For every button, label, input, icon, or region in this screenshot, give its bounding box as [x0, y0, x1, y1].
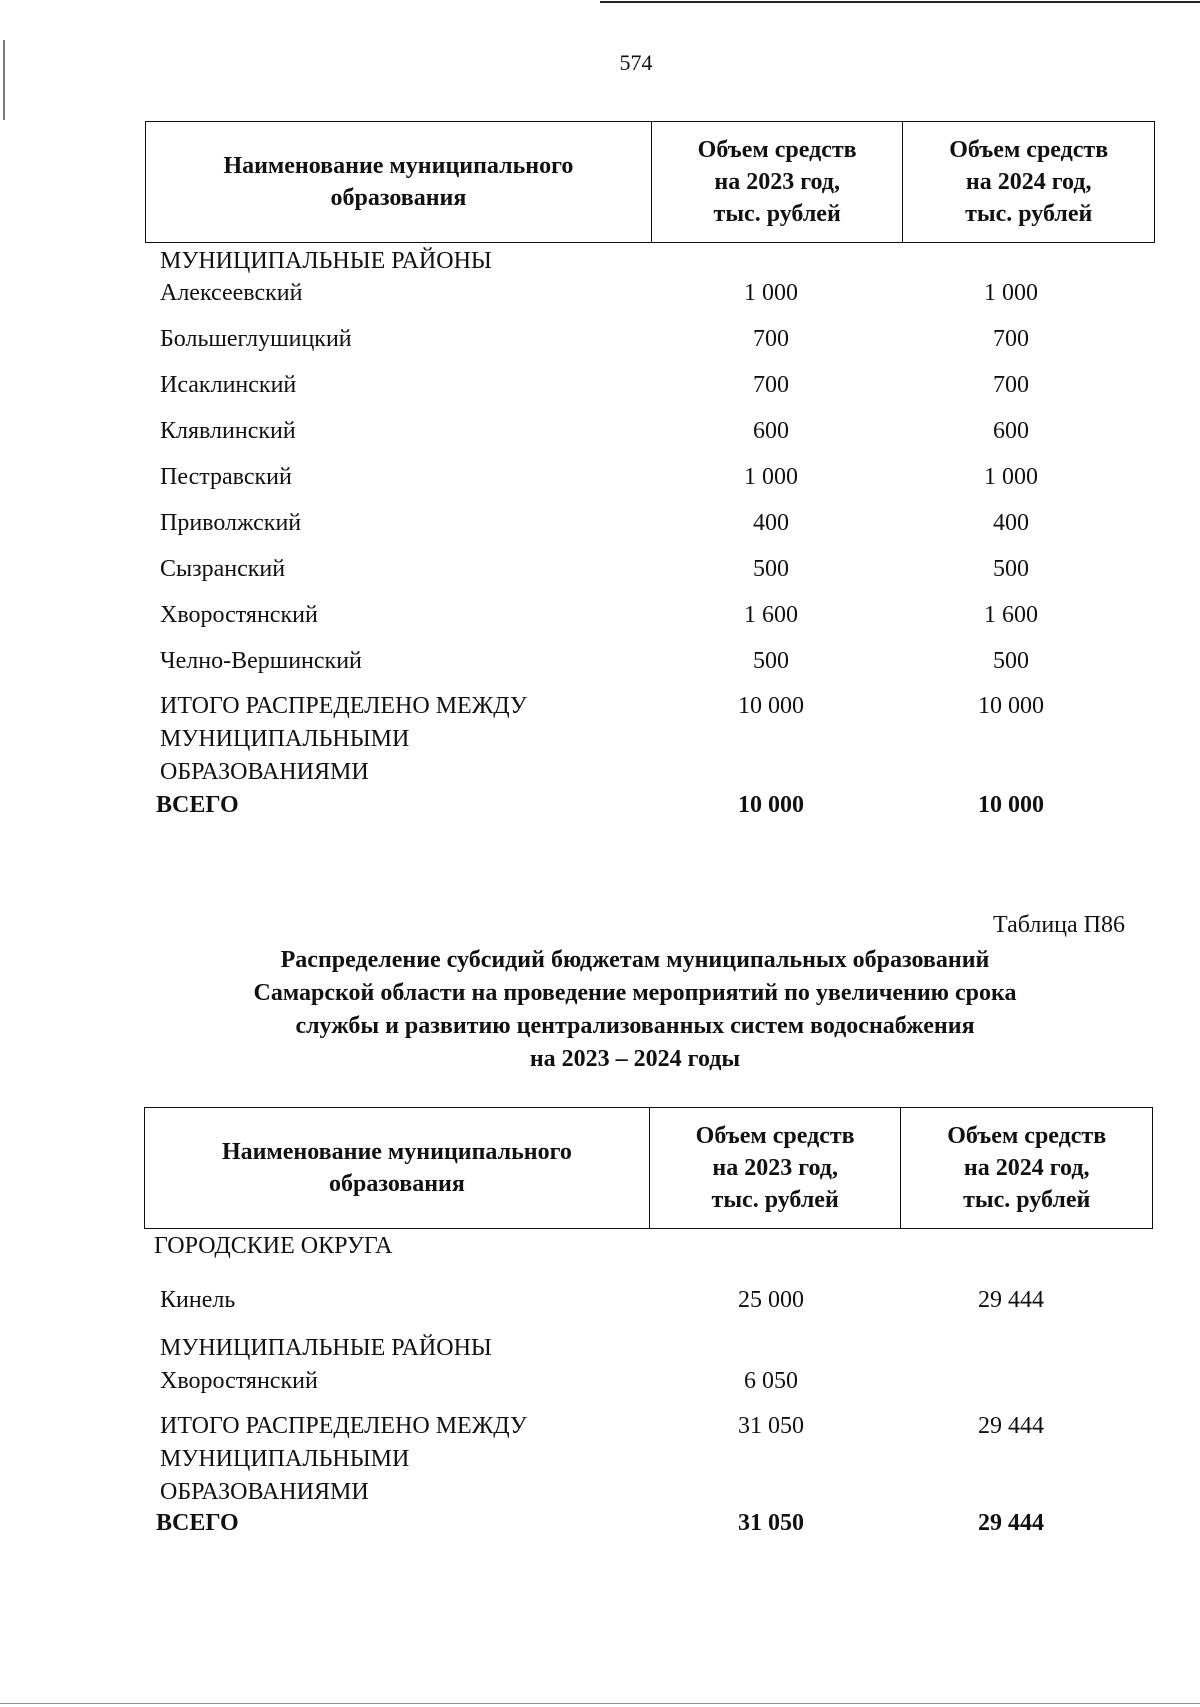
- table2-header: [144, 1107, 1153, 1229]
- table2-grand-label: ВСЕГО: [156, 1510, 239, 1536]
- table1-header-2023: Объем средств на 2023 год, тыс. рублей: [651, 122, 903, 242]
- table1-total-2023: 10 000: [738, 693, 804, 719]
- table2-total-label-line: ИТОГО РАСПРЕДЕЛЕНО МЕЖДУ: [160, 1413, 527, 1439]
- table1-total-2024: 10 000: [978, 693, 1044, 719]
- scan-edge-bottom: [0, 1703, 1200, 1704]
- table2-total-2023: 31 050: [738, 1413, 804, 1439]
- table1-total-label-line: МУНИЦИПАЛЬНЫМИ: [160, 726, 410, 752]
- table1-grand-label: ВСЕГО: [156, 792, 239, 818]
- table1-header: [145, 121, 1155, 243]
- table1-header-name: Наименование муниципального образования: [223, 153, 574, 211]
- table2-title-line: службы и развитию централизованных систем водоснабжения: [295, 1013, 975, 1039]
- table2-header-2024: Объем средств на 2024 год, тыс. рублей: [900, 1108, 1152, 1228]
- table2-total-2024: 29 444: [978, 1413, 1044, 1439]
- table2-title-line: на 2023 – 2024 годы: [529, 1046, 741, 1072]
- table2-grand-2024: 29 444: [978, 1510, 1044, 1536]
- table2-title-line: Распределение субсидий бюджетам муниципальных образований: [280, 947, 990, 973]
- table2-title-line: Самарской области на проведение мероприятий по увеличению срока: [253, 980, 1017, 1006]
- table2-header-name: Наименование муниципального образования: [221, 1139, 572, 1197]
- table2-total-label-line: МУНИЦИПАЛЬНЫМИ: [160, 1446, 410, 1472]
- table2-total-label-line: ОБРАЗОВАНИЯМИ: [160, 1479, 369, 1505]
- table2-header-2023: Объем средств на 2023 год, тыс. рублей: [649, 1108, 901, 1228]
- table1-grand-2024: 10 000: [978, 792, 1044, 818]
- table2-grand-2023: 31 050: [738, 1510, 804, 1536]
- scan-edge-top: [600, 1, 1200, 3]
- table1-total-label-line: ОБРАЗОВАНИЯМИ: [160, 759, 369, 785]
- table1-grand-2023: 10 000: [738, 792, 804, 818]
- table1-header-2024: Объем средств на 2024 год, тыс. рублей: [902, 122, 1154, 242]
- table2-label: Таблица П86: [993, 912, 1125, 938]
- table2-title: [80, 944, 1190, 1076]
- page-number: 574: [619, 50, 653, 75]
- table1-total-label-line: ИТОГО РАСПРЕДЕЛЕНО МЕЖДУ: [160, 693, 527, 719]
